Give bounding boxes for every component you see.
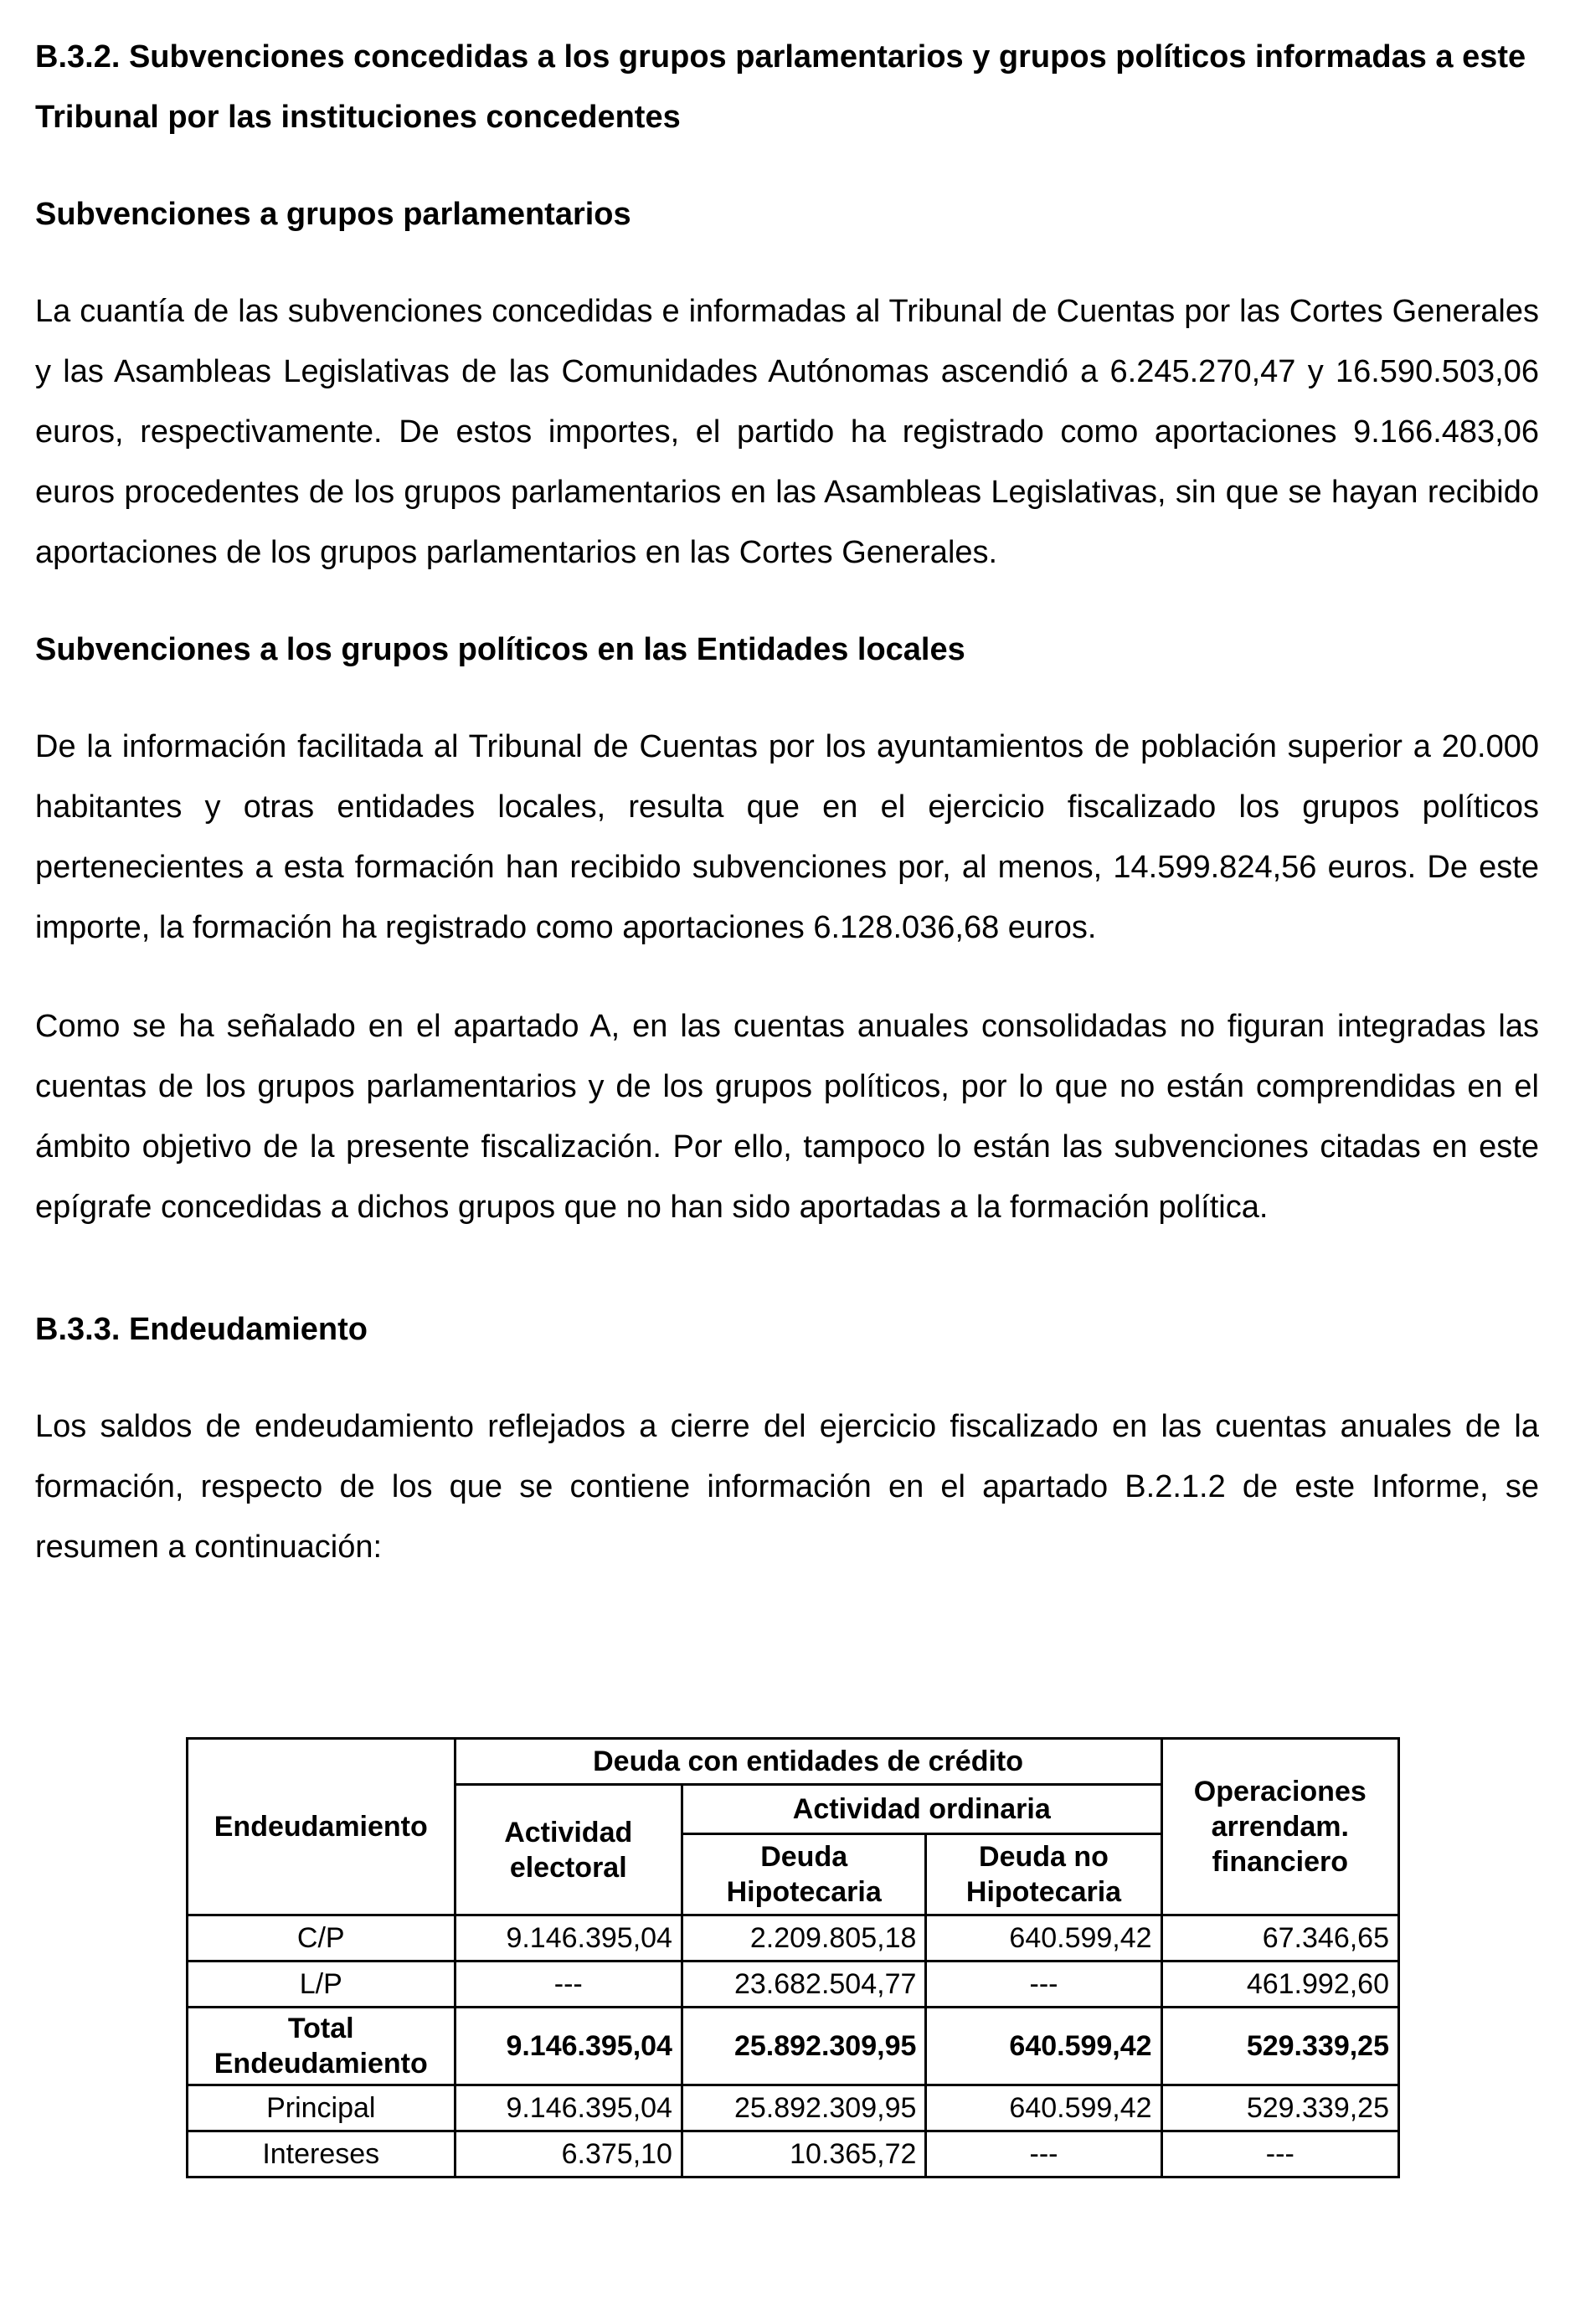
- header-deuda-no-hipotecaria: Deuda no Hipotecaria: [926, 1834, 1161, 1915]
- endeudamiento-table: [186, 1737, 1400, 2178]
- header-operaciones-arrendamiento: Operaciones arrendam. financiero: [1161, 1739, 1398, 1915]
- row-label: L/P: [188, 1962, 456, 2008]
- header-endeudamiento: Endeudamiento: [188, 1739, 456, 1915]
- cell-no-hipotecaria: ---: [926, 1962, 1161, 2008]
- paragraph-ambito-fiscalizacion: Como se ha señalado en el apartado A, en las cuentas anuales consolidadas no figuran integradas las cuentas de los grupos parlamentarios y de los grupos políticos, por lo que no están comprendidas en el ámbito objetivo de la presente fiscalización. Por ello, tampoco lo están las subvenciones citadas en este epígrafe concedidas a dichos grupos que no han sido aportadas a la formación política.: [35, 1009, 1539, 1225]
- cell-electoral: 6.375,10: [455, 2131, 682, 2177]
- cell-electoral: ---: [455, 1962, 682, 2008]
- cell-arrendamiento: 67.346,65: [1161, 1915, 1398, 1962]
- cell-arrendamiento: ---: [1161, 2131, 1398, 2177]
- cell-hipotecaria: 2.209.805,18: [682, 1915, 925, 1962]
- cell-hipotecaria: 25.892.309,95: [682, 2085, 925, 2131]
- table-row-principal: [188, 2085, 1399, 2131]
- paragraph-entidades-locales: De la información facilitada al Tribunal de Cuentas por los ayuntamientos de población superior a 20.000 habitantes y otras entidades locales, resulta que en el ejercicio fiscalizado los grupos políticos pertenecientes a esta formación han recibido subvenciones por, al menos, 14.599.824,56 euros. De este importe, la formación ha registrado como aportaciones 6.128.036,68 euros.: [35, 729, 1539, 945]
- cell-electoral: 9.146.395,04: [455, 2008, 682, 2085]
- cell-no-hipotecaria: 640.599,42: [926, 2008, 1161, 2085]
- cell-no-hipotecaria: ---: [926, 2131, 1161, 2177]
- cell-hipotecaria: 10.365,72: [682, 2131, 925, 2177]
- cell-no-hipotecaria: 640.599,42: [926, 2085, 1161, 2131]
- section-heading-subvenciones: B.3.2. Subvenciones concedidas a los grupos parlamentarios y grupos políticos informadas a este Tribunal por las instituciones concedentes: [35, 39, 1526, 135]
- cell-hipotecaria: 25.892.309,95: [682, 2008, 925, 2085]
- header-deuda-hipotecaria: Deuda Hipotecaria: [682, 1834, 925, 1915]
- cell-electoral: 9.146.395,04: [455, 2085, 682, 2131]
- cell-arrendamiento: 461.992,60: [1161, 1962, 1398, 2008]
- cell-no-hipotecaria: 640.599,42: [926, 1915, 1161, 1962]
- row-label: Principal: [188, 2085, 456, 2131]
- paragraph-grupos-parlamentarios: La cuantía de las subvenciones concedidas e informadas al Tribunal de Cuentas por las Cortes Generales y las Asambleas Legislativas de las Comunidades Autónomas ascendió a 6.245.270,47 y 16.590.503,06 euros, respectivamente. De estos importes, el partido ha registrado como aportaciones 9.166.483,06 euros procedentes de los grupos parlamentarios en las Asambleas Legislativas, sin que se hayan recibido aportaciones de los grupos parlamentarios en las Cortes Generales.: [35, 294, 1539, 570]
- paragraph-endeudamiento: Los saldos de endeudamiento reflejados a cierre del ejercicio fiscalizado en las cuentas anuales de la formación, respecto de los que se contiene información en el apartado B.2.1.2 de este Informe, se resumen a continuación:: [35, 1409, 1539, 1565]
- cell-hipotecaria: 23.682.504,77: [682, 1962, 925, 2008]
- cell-arrendamiento: 529.339,25: [1161, 2008, 1398, 2085]
- header-deuda-entidades-credito: Deuda con entidades de crédito: [455, 1739, 1161, 1785]
- row-label: Total Endeudamiento: [188, 2008, 456, 2085]
- document-page: [35, 27, 1539, 1577]
- row-label: C/P: [188, 1915, 456, 1962]
- row-label: Intereses: [188, 2131, 456, 2177]
- table-row-total: [188, 2008, 1399, 2085]
- table-row-cp: [188, 1915, 1399, 1962]
- table-row-intereses: [188, 2131, 1399, 2177]
- cell-arrendamiento: 529.339,25: [1161, 2085, 1398, 2131]
- header-actividad-electoral: Actividad electoral: [455, 1785, 682, 1915]
- header-actividad-ordinaria: Actividad ordinaria: [682, 1785, 1161, 1834]
- subheading-entidades-locales: Subvenciones a los grupos políticos en las Entidades locales: [35, 632, 965, 667]
- section-heading-endeudamiento: B.3.3. Endeudamiento: [35, 1312, 368, 1347]
- table-row-lp: [188, 1962, 1399, 2008]
- cell-electoral: 9.146.395,04: [455, 1915, 682, 1962]
- subheading-grupos-parlamentarios: Subvenciones a grupos parlamentarios: [35, 197, 631, 232]
